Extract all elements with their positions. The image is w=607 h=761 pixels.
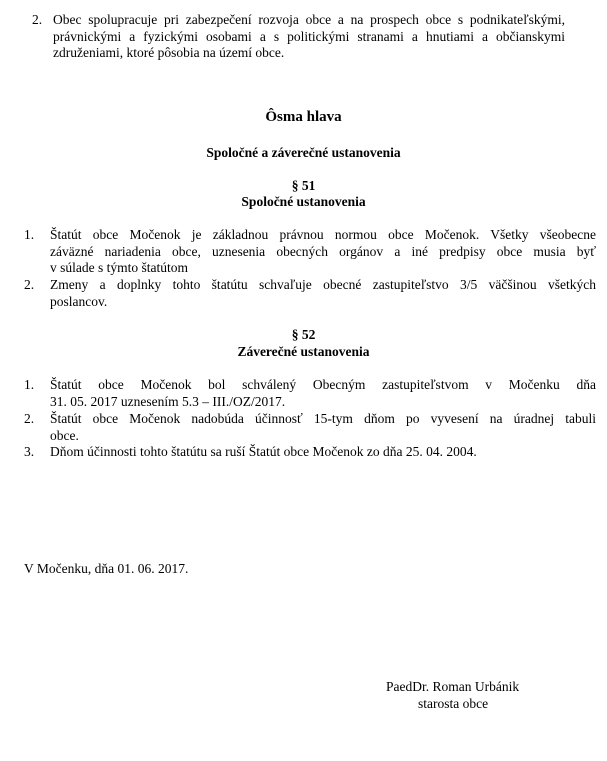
list-item-number: 1. [24,377,35,392]
text-line: právnickými a fyzickými osobami a s politickými stranami a hnutiami a občianskymi [53,28,565,44]
signature-role: starosta obce [418,696,489,711]
list-item [24,444,584,462]
list-item [24,277,596,313]
text-line: záväzné nariadenia obce, uznesenia obecných orgánov a iné predpisy obce musia byť [50,243,596,259]
section-51-number: § 51 [291,178,316,193]
list-item-number: 3. [24,444,35,459]
top-list-item [24,12,584,64]
text-line: Obec spolupracuje pri zabezpečení rozvoja obce a na prospech obce s podnikateľskými, [53,12,565,27]
list-item-text [50,377,596,410]
section-52-title: Záverečné ustanovenia [237,344,370,359]
section-52-number: § 52 [291,327,316,342]
text-line: 31. 05. 2017 uznesením 5.3 – III./OZ/2017. [50,393,286,409]
text-line: v súlade s týmto štatútom [50,260,188,275]
text-line: Dňom účinnosti tohto štatútu sa ruší Štatút obce Močenok zo dňa 25. 04. 2004. [50,444,477,459]
list-item-text [53,12,565,62]
signature-name: PaedDr. Roman Urbánik [386,679,520,694]
text-line: Štatút obce Močenok je základnou právnou normou obce Močenok. Všetky všeobecne [50,227,596,242]
list-item-text [50,444,596,461]
list-item [24,377,596,413]
text-line: poslancov. [50,293,108,309]
list-item-text [50,411,596,444]
place-date: V Močenku, dňa 01. 06. 2017. [24,561,189,576]
text-line: Štatút obce Močenok bol schválený Obecným zastupiteľstvom v Močenku dňa [50,377,596,392]
text-line: obce. [50,427,79,443]
list-item [24,227,596,279]
list-item-number: 2. [24,277,35,292]
list-item [24,411,596,447]
text-line: združeniami, ktoré pôsobia na území obce. [53,45,285,60]
list-item-text [50,277,596,310]
list-item-number: 1. [24,227,35,242]
text-line: Zmeny a doplnky tohto štatútu schvaľuje obecné zastupiteľstvo 3/5 väčšinou všetkých [50,277,596,292]
list-item-text [50,227,596,277]
chapter-title: Ôsma hlava [265,109,342,125]
list-item-number: 2. [32,12,43,27]
text-line: Štatút obce Močenok nadobúda účinnosť 15-tym dňom po vyvesení na úradnej tabuli [50,411,596,426]
chapter-subtitle: Spoločné a záverečné ustanovenia [206,145,401,160]
section-51-title: Spoločné ustanovenia [241,194,366,209]
list-item-number: 2. [24,411,35,426]
